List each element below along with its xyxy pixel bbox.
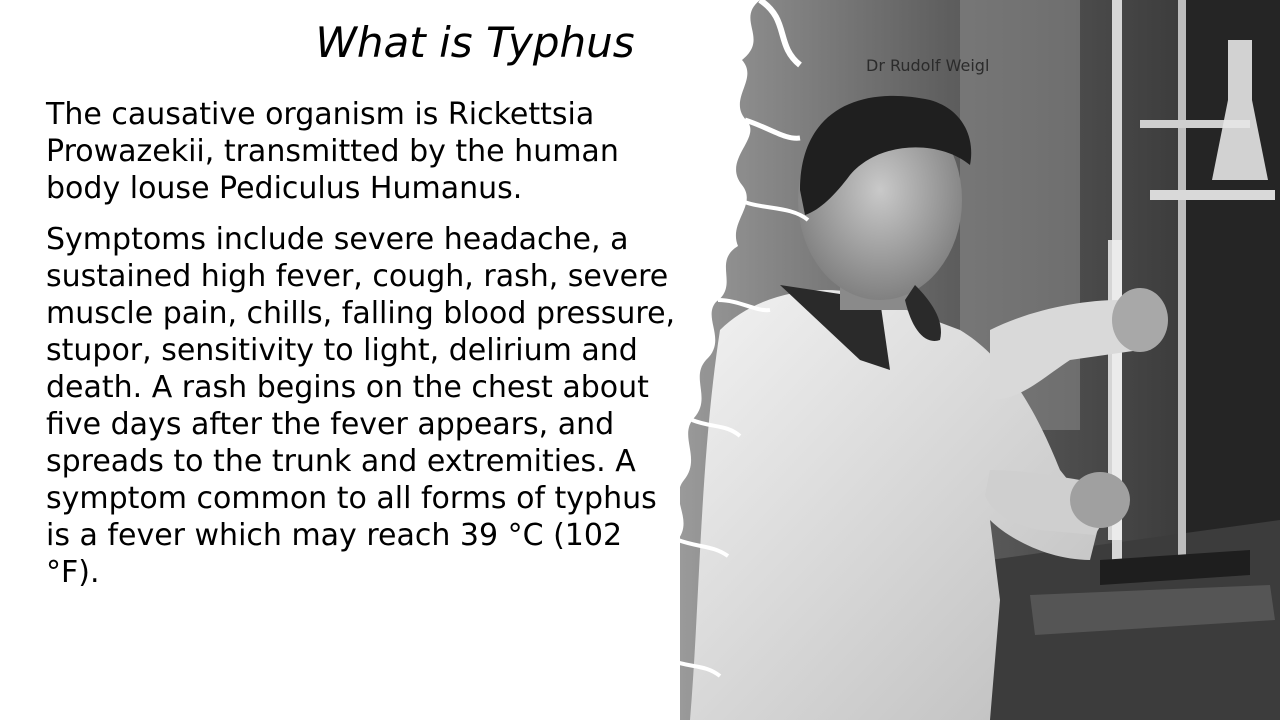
slide-body: [46, 96, 676, 605]
slide-title: What is Typhus: [315, 18, 635, 67]
paragraph-symptoms: Symptoms include severe headache, a sustained high fever, cough, rash, severe muscle pain, chills, falling blood pressure, stupor, sensitivity to light, delirium and death. A rash begins on the chest about five days after the fever appears, and spreads to the trunk and extremities. A symptom common to all forms of typhus is a fever which may reach 39 °C (102 °F).: [46, 222, 676, 590]
photo-caption: Dr Rudolf Weigl: [866, 56, 990, 75]
paragraph-causative-organism: The causative organism is Rickettsia Prowazekii, transmitted by the human body louse Pediculus Humanus.: [46, 97, 619, 206]
